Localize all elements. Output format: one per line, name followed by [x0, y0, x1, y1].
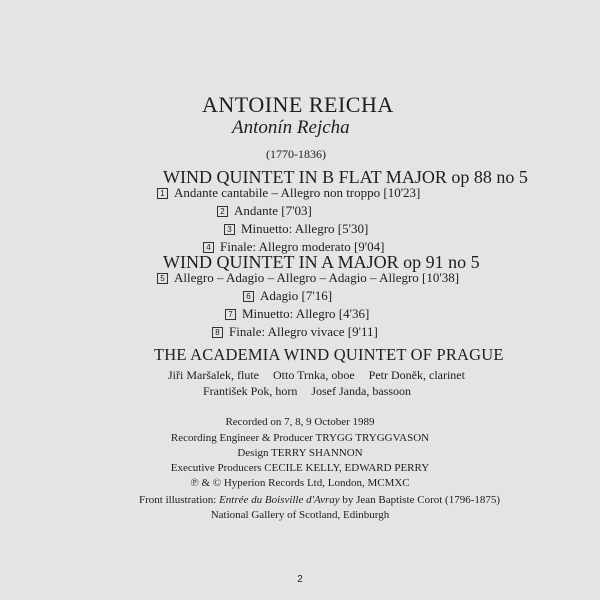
track-2	[217, 203, 312, 219]
musicians-row-1	[168, 368, 465, 383]
track-3	[224, 221, 368, 237]
composer-name: ANTOINE REICHA	[202, 92, 394, 117]
track-label: Andante cantabile – Allegro non troppo [10'23]	[174, 185, 421, 200]
credit-illustration	[139, 494, 500, 506]
ensemble-name: THE ACADEMIA WIND QUINTET OF PRAGUE	[154, 345, 504, 364]
track-number-box: 6	[243, 291, 254, 302]
track-number-box: 7	[225, 309, 236, 320]
musician: František Pok, horn	[203, 384, 298, 398]
work-title-1: WIND QUINTET IN B FLAT MAJOR op 88 no 5	[163, 167, 528, 187]
track-label: Finale: Allegro moderato [9'04]	[220, 239, 385, 254]
track-label: Adagio [7'16]	[260, 288, 333, 303]
illustration-prefix: Front illustration:	[139, 494, 220, 506]
musician: Petr Doněk, clarinet	[368, 368, 465, 382]
track-1	[157, 185, 420, 201]
illustration-title: Entrée du Boisville d'Avray	[219, 494, 340, 506]
track-label: Minuetto: Allegro [5'30]	[241, 221, 369, 236]
track-6	[243, 288, 332, 304]
track-number-box: 2	[217, 206, 228, 217]
track-label: Finale: Allegro vivace [9'11]	[229, 324, 378, 339]
track-number-box: 1	[157, 188, 168, 199]
credit-recorded: Recorded on 7, 8, 9 October 1989	[225, 416, 375, 428]
musicians-row-2	[203, 384, 411, 399]
credit-executive: Executive Producers CECILE KELLY, EDWARD PERRY	[170, 462, 430, 474]
track-label: Allegro – Adagio – Allegro – Adagio – Allegro [10'38]	[174, 270, 460, 285]
track-number-box: 5	[157, 273, 168, 284]
work-title-2: WIND QUINTET IN A MAJOR op 91 no 5	[163, 252, 480, 272]
page-number: 2	[297, 574, 303, 585]
credit-copyright: ℗ & © Hyperion Records Ltd, London, MCMXC	[190, 477, 410, 489]
credit-design: Design TERRY SHANNON	[237, 447, 363, 459]
track-7	[225, 306, 369, 322]
track-5	[157, 270, 459, 286]
track-number-box: 3	[224, 224, 235, 235]
illustration-suffix: by Jean Baptiste Corot (1796-1875)	[339, 494, 501, 506]
track-label: Andante [7'03]	[234, 203, 312, 218]
track-8	[212, 324, 378, 340]
composer-dates: (1770-1836)	[266, 147, 326, 161]
track-number-box: 4	[203, 242, 214, 253]
composer-alt-name: Antonín Rejcha	[232, 117, 350, 138]
credit-gallery: National Gallery of Scotland, Edinburgh	[210, 509, 390, 521]
track-label: Minuetto: Allegro [4'36]	[242, 306, 370, 321]
musician: Otto Trnka, oboe	[272, 368, 355, 382]
musician: Josef Janda, bassoon	[311, 384, 411, 398]
track-number-box: 8	[212, 327, 223, 338]
credit-engineer: Recording Engineer & Producer TRYGG TRYGGVASON	[170, 432, 430, 444]
musician: Jiři Maršalek, flute	[168, 368, 259, 382]
